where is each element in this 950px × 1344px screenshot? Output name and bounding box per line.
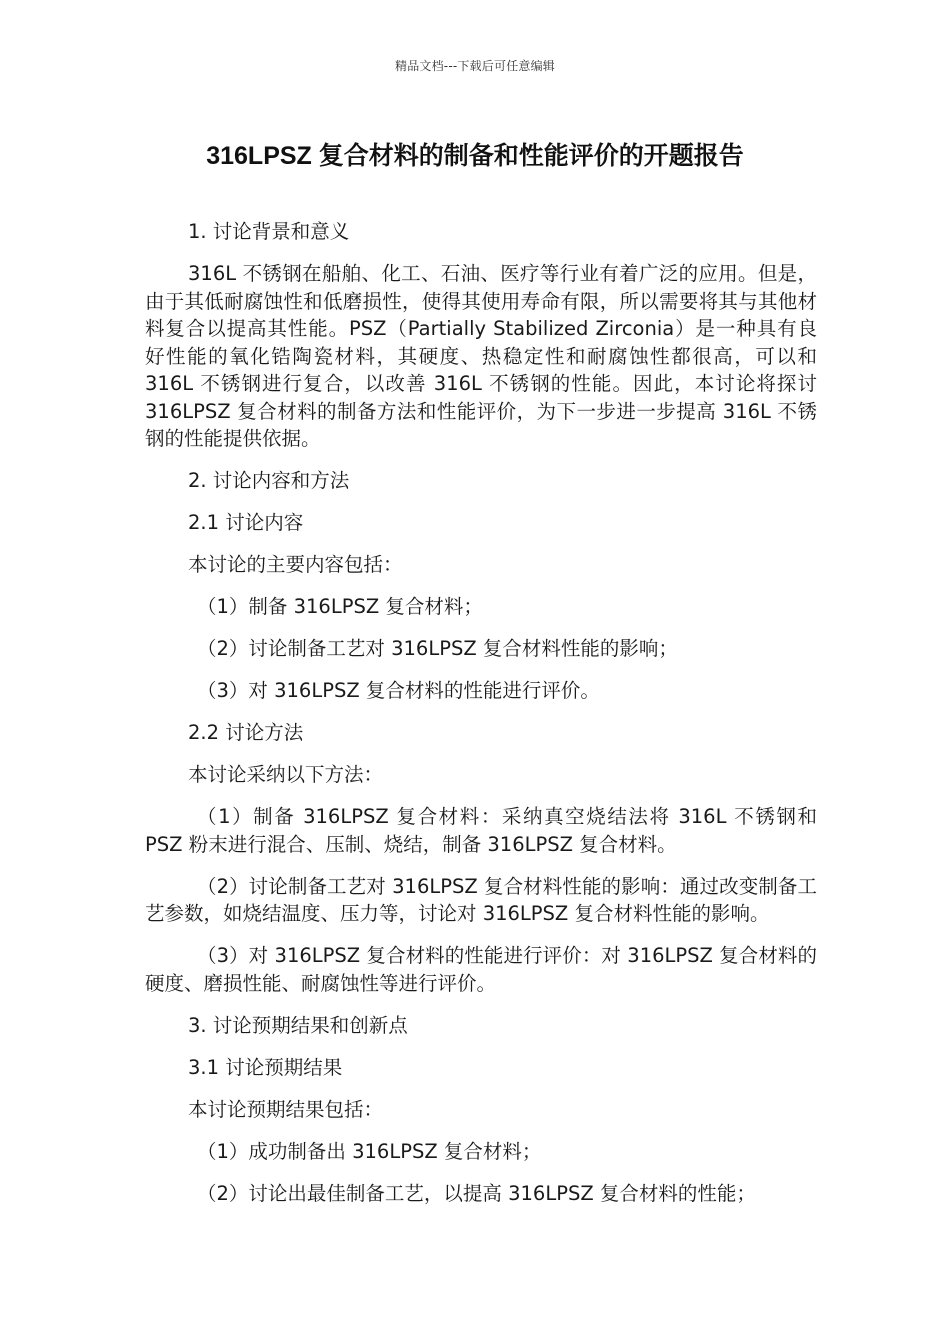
body-paragraph: 316L 不锈钢在船舶、化工、石油、医疗等行业有着广泛的应用。但是，由于其低耐腐蚀性和低磨损性，使得其使用寿命有限，所以需要将其与其他材料复合以提高其性能。PSZ（Partially Stabilized Zirconia）是一种具有良好性能的氧化锆陶瓷材料，其硬度、热稳定性和耐腐蚀性都很高，可以和 316L 不锈钢进行复合，以改善 316L 不锈钢的性能。因此，本讨论将探讨 316LPSZ 复合材料的制备方法和性能评价，为下一步进一步提高 316L 不锈钢的性能提供依据。 [145, 262, 817, 450]
list-item: （3）对 316LPSZ 复合材料的性能进行评价。 [197, 679, 600, 702]
section-heading: 2. 讨论内容和方法 [188, 469, 350, 492]
list-item: （1）制备 316LPSZ 复合材料：采纳真空烧结法将 316L 不锈钢和 PSZ 粉末进行混合、压制、烧结，制备 316LPSZ 复合材料。 [145, 805, 817, 856]
subsection-heading: 3.1 讨论预期结果 [188, 1055, 343, 1079]
document-title: 316LPSZ 复合材料的制备和性能评价的开题报告 [206, 142, 744, 170]
list-item: （1）成功制备出 316LPSZ 复合材料； [197, 1139, 542, 1163]
body-paragraph: 本讨论的主要内容包括： [188, 553, 403, 576]
list-item: （1）制备 316LPSZ 复合材料； [197, 595, 483, 618]
subsection-heading: 2.1 讨论内容 [188, 511, 304, 534]
list-item: （2）讨论出最佳制备工艺，以提高 316LPSZ 复合材料的性能； [197, 1181, 756, 1205]
list-item: （2）讨论制备工艺对 316LPSZ 复合材料性能的影响：通过改变制备工艺参数，如烧结温度、压力等，讨论对 316LPSZ 复合材料性能的影响。 [145, 874, 817, 925]
body-paragraph: 本讨论采纳以下方法： [188, 763, 384, 786]
body-paragraph: 本讨论预期结果包括： [188, 1097, 384, 1121]
list-item: （3）对 316LPSZ 复合材料的性能进行评价：对 316LPSZ 复合材料的硬度、磨损性能、耐腐蚀性等进行评价。 [145, 944, 817, 995]
list-item: （2）讨论制备工艺对 316LPSZ 复合材料性能的影响； [197, 637, 678, 660]
section-heading: 3. 讨论预期结果和创新点 [188, 1013, 408, 1037]
subsection-heading: 2.2 讨论方法 [188, 721, 304, 744]
header-note: 精品文档---下载后可任意编辑 [395, 59, 555, 73]
document-body [145, 218, 817, 1222]
section-heading: 1. 讨论背景和意义 [188, 220, 350, 243]
